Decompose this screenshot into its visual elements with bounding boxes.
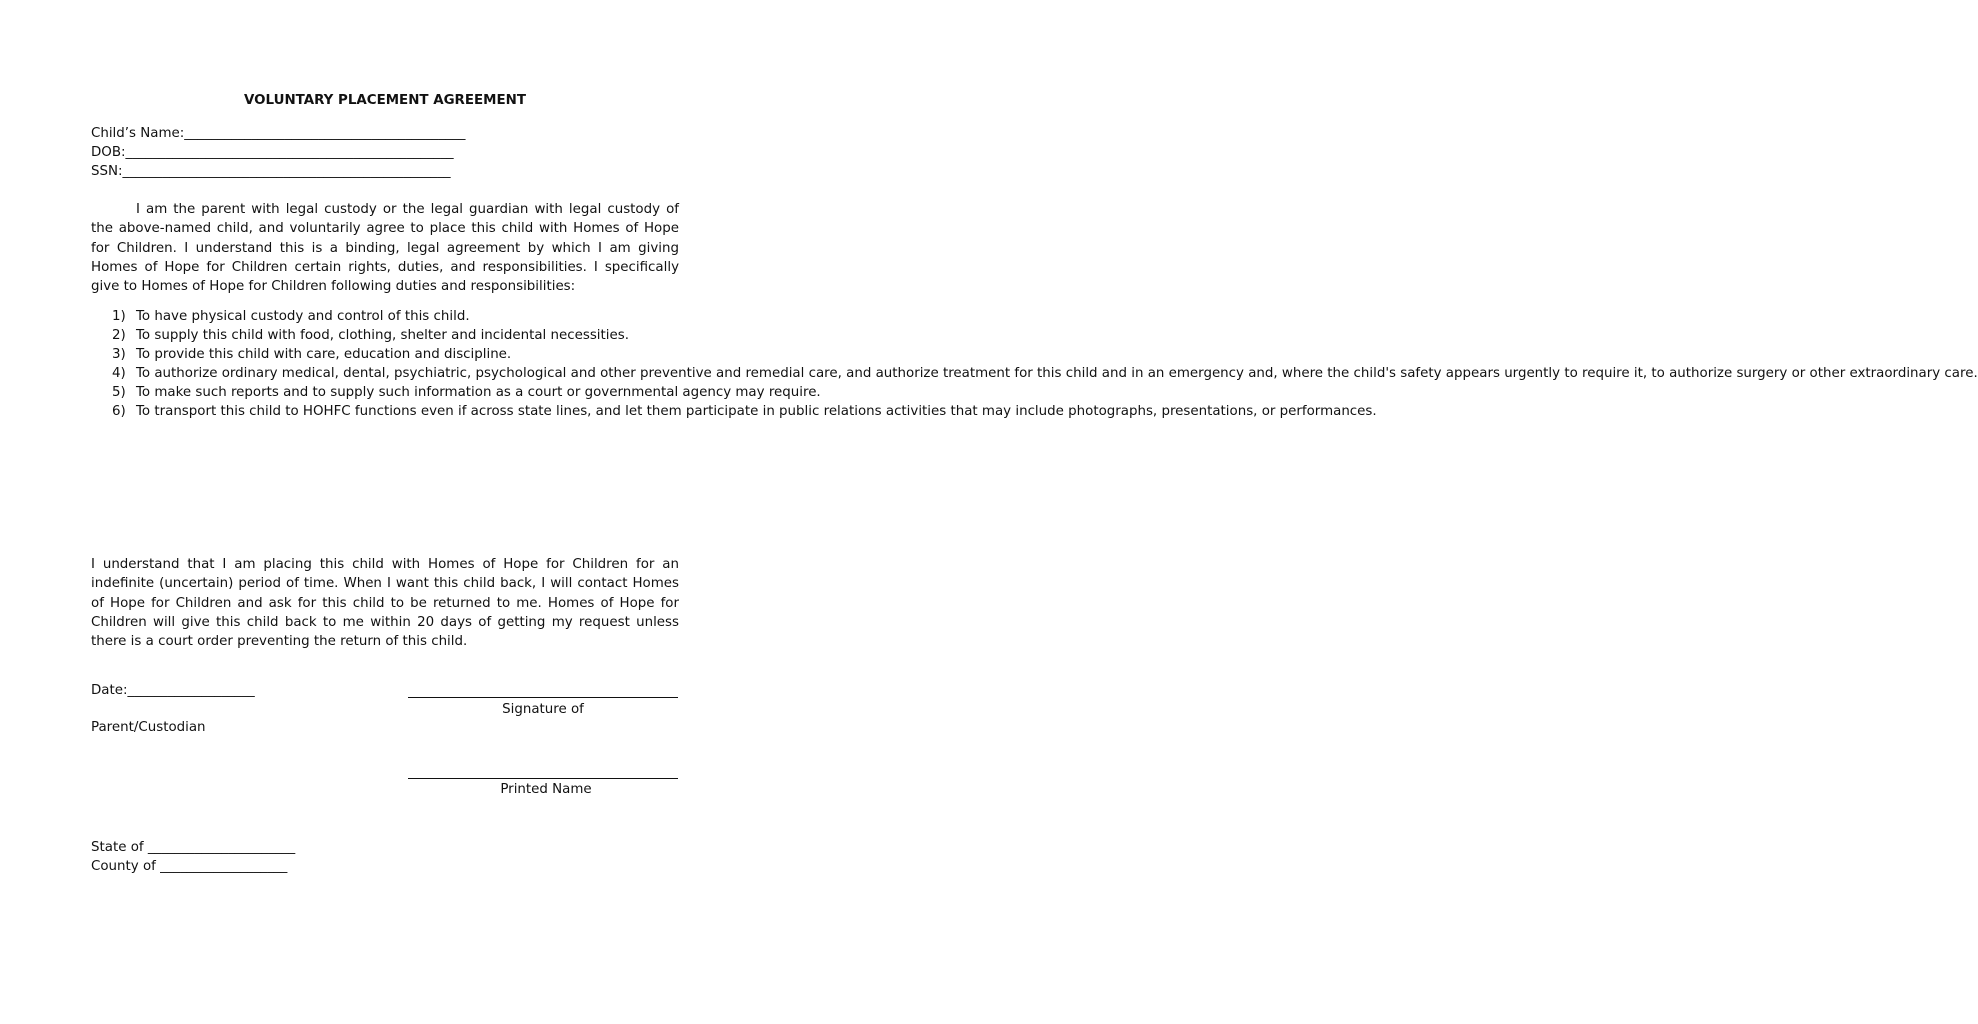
list-item	[91, 364, 1978, 383]
child-name-field[interactable]: Child’s Name:__________________________________________	[91, 126, 466, 141]
list-item-number: 1)	[112, 309, 126, 324]
list-item	[91, 402, 1377, 421]
list-item-number: 2)	[112, 328, 126, 344]
dob-field[interactable]: DOB:_________________________________________________	[91, 145, 454, 160]
list-item	[91, 307, 679, 326]
date-field[interactable]: Date:___________________	[91, 683, 255, 698]
closing-paragraph: I understand that I am placing this child with Homes of Hope for Children for an indefinite (uncertain) period of time. When I want this child back, I will contact Homes of Hope for Children and ask for this child to be returned to me. Homes of Hope for Children will give this child back to me within 20 days of getting my request unless there is a court order preventing the return of this child.	[91, 557, 679, 650]
list-item-text: To have physical custody and control of this child.	[136, 309, 470, 324]
list-item-number: 4)	[112, 366, 126, 382]
signature-label: Signature of	[502, 702, 584, 717]
county-field[interactable]: County of ___________________	[91, 859, 288, 874]
printed-name-label: Printed Name	[500, 782, 592, 797]
intro-paragraph: I am the parent with legal custody or the legal guardian with legal custody of the above-named child, and voluntarily agree to place this child with Homes of Hope for Children. I understand this is a binding, legal agreement by which I am giving Homes of Hope for Children certain rights, duties, and responsibilities. I specifically give to Homes of Hope for Children following duties and responsibilities:	[91, 202, 679, 295]
list-item-text: To authorize ordinary medical, dental, psychiatric, psychological and other preventive and remedial care, and authorize treatment for this child and in an emergency and, where the child's safety appears urgently to require it, to authorize surgery or other extraordinary care.	[136, 366, 1978, 382]
list-item-text: To supply this child with food, clothing, shelter and incidental necessities.	[136, 328, 629, 344]
parent-custodian-label: Parent/Custodian	[91, 720, 206, 735]
ssn-field[interactable]: SSN:_________________________________________________	[91, 164, 451, 179]
list-item-text: To provide this child with care, education and discipline.	[136, 347, 512, 363]
list-item	[91, 345, 679, 364]
signature-line[interactable]	[408, 697, 678, 698]
document-title: VOLUNTARY PLACEMENT AGREEMENT	[244, 93, 526, 108]
list-item-number: 3)	[112, 347, 126, 363]
list-item-number: 5)	[112, 385, 126, 401]
state-field[interactable]: State of ______________________	[91, 840, 296, 855]
list-item-text: To transport this child to HOHFC functions even if across state lines, and let them participate in public relations activities that may include photographs, presentations, or performances.	[136, 404, 1377, 420]
printed-name-line[interactable]	[408, 778, 678, 779]
duties-list	[91, 307, 1978, 422]
list-item-number: 6)	[112, 404, 126, 420]
list-item	[91, 383, 821, 402]
list-item	[91, 326, 679, 345]
list-item-text: To make such reports and to supply such information as a court or governmental agency may require.	[136, 385, 821, 401]
